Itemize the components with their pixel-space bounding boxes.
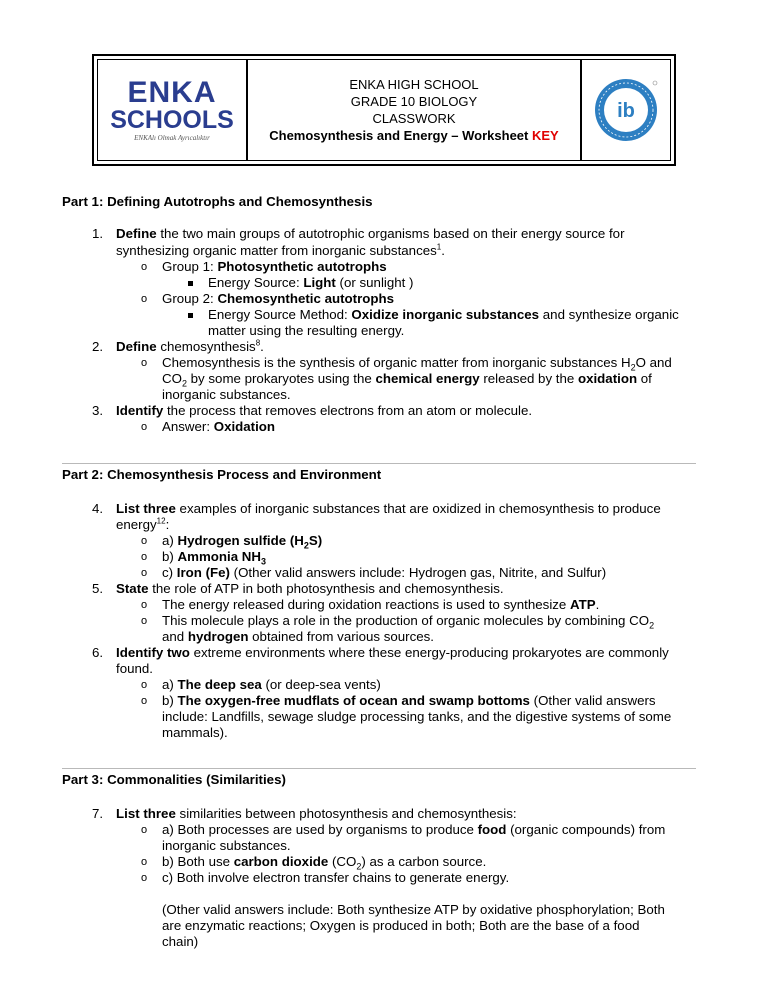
header-title-cell bbox=[248, 60, 580, 160]
bullet-circle-icon: o bbox=[141, 261, 148, 273]
q7-answer-a: a) Both processes are used by organisms to produce food (organic compounds) from bbox=[162, 822, 666, 837]
q4-answer-b: b) Ammonia $NH_3$ bbox=[162, 549, 267, 567]
enka-logo-cell bbox=[98, 60, 248, 160]
q6-line1: Identify two extreme environments where these energy-producing prokaryotes are commonly bbox=[116, 645, 669, 660]
key-label: KEY bbox=[532, 128, 559, 143]
part3-title: Part 3: Commonalities (Similarities) bbox=[62, 772, 286, 787]
q3-prompt: Identify the process that removes electrons from an atom or molecule. bbox=[116, 403, 533, 418]
q5-answer-2: This molecule plays a role in the production of organic molecules by combining $CO_2$ bbox=[162, 613, 655, 631]
section-divider bbox=[62, 768, 696, 769]
q2-prompt: Define chemosynthesis$^8$. bbox=[116, 338, 264, 354]
q7-answer-b: b) Both use carbon dioxide $(CO_2)$ as a carbon source. bbox=[162, 854, 487, 872]
bullet-circle-icon: o bbox=[141, 599, 148, 611]
q3-answer: Answer: Oxidation bbox=[162, 419, 276, 434]
work-type: CLASSWORK bbox=[372, 111, 456, 126]
bullet-circle-icon: o bbox=[141, 824, 148, 836]
q4-line2: energy$^{12}$: bbox=[116, 516, 170, 532]
bullet-circle-icon: o bbox=[141, 293, 148, 305]
bullet-circle-icon: o bbox=[141, 357, 148, 369]
header-table bbox=[92, 54, 676, 166]
bullet-square-icon bbox=[188, 281, 193, 286]
q5-number: 5. bbox=[92, 581, 104, 596]
q4-answer-a: a) Hydrogen sulfide $(H_2S)$ bbox=[162, 533, 323, 551]
q1-group2-source-cont: matter using the resulting energy. bbox=[208, 323, 405, 338]
q4-line1: List three examples of inorganic substances that are oxidized in chemosynthesis to produce bbox=[116, 501, 661, 516]
q6-answer-b-cont1: include: Landfills, sewage sludge processing tanks, and the digestive systems of some bbox=[162, 709, 672, 724]
section-divider bbox=[62, 463, 696, 464]
q7-number: 7. bbox=[92, 806, 104, 821]
q2-number: 2. bbox=[92, 339, 104, 354]
q1-number: 1. bbox=[92, 226, 104, 241]
q2-answer-line3: inorganic substances. bbox=[162, 387, 291, 402]
q6-number: 6. bbox=[92, 645, 104, 660]
bullet-circle-icon: o bbox=[141, 856, 148, 868]
grade-subject: GRADE 10 BIOLOGY bbox=[350, 94, 478, 109]
q7-other-1: (Other valid answers include: Both synthesize ATP by oxidative phosphorylation; Both bbox=[162, 902, 665, 917]
enka-logo: ENKA SCHOOLS ENKAlı Olmak Ayrıcalıktır bbox=[110, 76, 234, 142]
q4-answer-c: c) Iron (Fe) (Other valid answers include: Hydrogen gas, Nitrite, and Sulfur) bbox=[162, 565, 607, 580]
q1-group1: Group 1: Photosynthetic autotrophs bbox=[162, 259, 387, 274]
school-name: ENKA HIGH SCHOOL bbox=[349, 77, 479, 92]
q4-number: 4. bbox=[92, 501, 104, 516]
q1-group2-source: Energy Source Method: Oxidize inorganic substances and synthesize organic bbox=[208, 307, 679, 322]
bullet-circle-icon: o bbox=[141, 421, 148, 433]
q6-answer-b: b) The oxygen-free mudflats of ocean and swamp bottoms (Other valid answers bbox=[162, 693, 656, 708]
svg-text:ib: ib bbox=[617, 100, 635, 122]
q5-prompt: State the role of ATP in both photosynthesis and chemosynthesis. bbox=[116, 581, 504, 596]
q7-other-2: are enzymatic reactions; Oxygen is produced in both; Both are the base of a food bbox=[162, 918, 640, 933]
bullet-circle-icon: o bbox=[141, 551, 148, 563]
q5-answer-1: The energy released during oxidation reactions is used to synthesize ATP. bbox=[162, 597, 600, 612]
q6-answer-a: a) The deep sea (or deep-sea vents) bbox=[162, 677, 381, 692]
bullet-circle-icon: o bbox=[141, 679, 148, 691]
bullet-circle-icon: o bbox=[141, 615, 148, 627]
part1-title: Part 1: Defining Autotrophs and Chemosynthesis bbox=[62, 194, 373, 209]
bullet-square-icon bbox=[188, 313, 193, 318]
q5-answer-2-cont: and hydrogen obtained from various sources. bbox=[162, 629, 434, 644]
q6-answer-b-cont2: mammals). bbox=[162, 725, 228, 740]
ib-logo-cell bbox=[580, 60, 670, 160]
bullet-circle-icon: o bbox=[141, 535, 148, 547]
q7-prompt: List three similarities between photosynthesis and chemosynthesis: bbox=[116, 806, 517, 821]
q7-other-3: chain) bbox=[162, 934, 199, 949]
q2-answer-line1: Chemosynthesis is the synthesis of organic matter from inorganic substances $H_2O$ and bbox=[162, 355, 672, 373]
q1-group2: Group 2: Chemosynthetic autotrophs bbox=[162, 291, 395, 306]
bullet-circle-icon: o bbox=[141, 567, 148, 579]
q2-answer-line2: $CO_2$ by some prokaryotes using the chemical energy released by the oxidation of bbox=[162, 371, 652, 389]
bullet-circle-icon: o bbox=[141, 695, 148, 707]
q7-answer-c: c) Both involve electron transfer chains to generate energy. bbox=[162, 870, 510, 885]
part2-title: Part 2: Chemosynthesis Process and Environment bbox=[62, 467, 382, 482]
q1-line1: Define the two main groups of autotrophic organisms based on their energy source for bbox=[116, 226, 625, 241]
q6-line2: found. bbox=[116, 661, 153, 676]
ib-logo-icon bbox=[591, 75, 661, 145]
q1-group1-source: Energy Source: Light (or sunlight ) bbox=[208, 275, 414, 290]
q7-answer-a-cont: inorganic substances. bbox=[162, 838, 291, 853]
q1-line2: synthesizing organic matter from inorganic substances$^1$. bbox=[116, 242, 445, 258]
worksheet-title: Chemosynthesis and Energy – Worksheet KEY bbox=[269, 128, 559, 143]
bullet-circle-icon: o bbox=[141, 872, 148, 884]
q3-number: 3. bbox=[92, 403, 104, 418]
